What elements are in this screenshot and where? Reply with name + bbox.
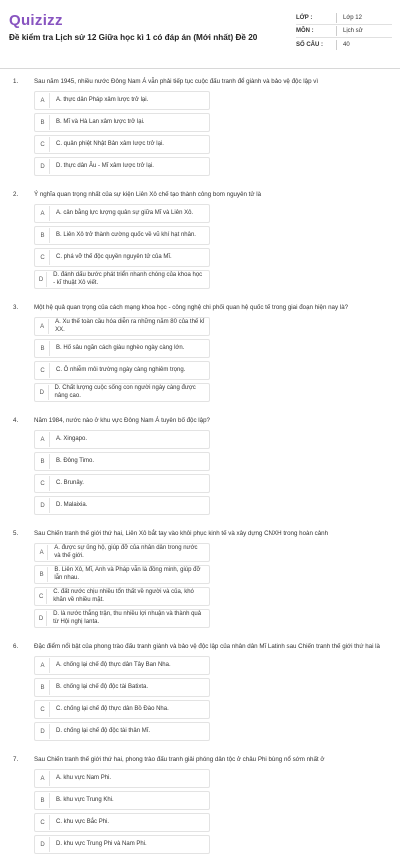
option-letter: B	[36, 228, 50, 243]
option-letter: B	[36, 454, 50, 469]
answer-option-d[interactable]	[34, 722, 210, 741]
option-letter: A	[36, 319, 49, 334]
option-letter: C	[36, 363, 50, 378]
option-letter: D	[36, 611, 47, 626]
option-text: C. Ô nhiễm môi trường ngày càng nghiêm trọng.	[56, 366, 186, 373]
answer-option-a[interactable]	[34, 91, 210, 110]
answer-option-d[interactable]	[34, 157, 210, 176]
option-letter: A	[36, 93, 50, 108]
answer-option-c[interactable]	[34, 248, 210, 267]
answer-option-d[interactable]	[34, 609, 210, 628]
option-text: D. đánh dấu bước phát triển nhanh chóng của khoa học - kĩ thuật Xô viết.	[53, 272, 203, 286]
option-letter: D	[36, 837, 50, 852]
question-7	[0, 756, 400, 857]
question-text: Ý nghĩa quan trọng nhất của sự kiện Liên Xô chế tạo thành công bom nguyên tử là	[34, 191, 262, 198]
meta-separator	[336, 26, 337, 36]
question-list	[0, 78, 400, 857]
option-text: A. cân bằng lực lượng quân sự giữa Mĩ và Liên Xô.	[56, 209, 194, 216]
option-letter: B	[36, 567, 48, 582]
option-text: D. khu vực Trung Phi và Nam Phi.	[56, 840, 147, 847]
option-letter: D	[36, 385, 49, 400]
question-number: 4.	[13, 417, 19, 424]
answer-option-a[interactable]	[34, 769, 210, 788]
answer-option-a[interactable]	[34, 430, 210, 449]
option-letter: B	[36, 115, 50, 130]
worksheet-title: Đề kiểm tra Lịch sử 12 Giữa học kì 1 có đáp án (Mới nhất) Đề 20	[9, 33, 258, 42]
option-text: C. Brunây.	[56, 479, 84, 486]
question-text: Đặc điểm nổi bật của phong trào đấu tranh giành và bảo vệ độc lập của nhân dân Mĩ Latinh sau Chiến tranh thế giới thứ hai là	[34, 643, 380, 650]
meta-row-subject	[296, 25, 392, 38]
option-text: B. Liên Xô trở thành cường quốc về vũ khí hạt nhân.	[56, 231, 196, 238]
option-letter: A	[36, 206, 50, 221]
question-number: 5.	[13, 530, 19, 537]
question-4	[0, 417, 400, 518]
answer-options	[34, 204, 388, 292]
answer-option-c[interactable]	[34, 587, 210, 606]
answer-options	[34, 543, 388, 631]
option-letter: C	[36, 476, 50, 491]
option-text: B. Mĩ và Hà Lan xâm lược trở lại.	[56, 118, 145, 125]
meta-row-class	[296, 12, 392, 25]
option-letter: C	[36, 137, 50, 152]
answer-options	[34, 430, 388, 518]
question-number: 7.	[13, 756, 19, 763]
header-divider	[0, 68, 400, 69]
option-text: A. Xingapo.	[56, 435, 88, 442]
question-text: Sau Chiến tranh thế giới thứ hai, Liên Xô bắt tay vào khôi phục kinh tế và xây dựng CNXH trong hoàn cảnh	[34, 530, 329, 537]
answer-option-c[interactable]	[34, 474, 210, 493]
answer-options	[34, 91, 388, 179]
answer-options	[34, 317, 388, 405]
worksheet-header	[0, 0, 400, 68]
option-text: A. chống lại chế độ thực dân Tây Ban Nha.	[56, 661, 171, 668]
option-text: D. thực dân Âu - Mĩ xâm lược trở lại.	[56, 162, 154, 169]
option-text: D. chống lại chế độ độc tài thân Mĩ.	[56, 727, 151, 734]
meta-value: Lịch sử	[343, 28, 363, 34]
question-text: Một hệ quả quan trọng của cách mạng khoa học - công nghệ chi phối quan hệ quốc tế trong giai đoạn hiện nay là?	[34, 304, 349, 311]
option-letter: C	[36, 589, 47, 604]
question-number: 1.	[13, 78, 19, 85]
option-text: C. khu vực Bắc Phi.	[56, 818, 110, 825]
answer-option-d[interactable]	[34, 835, 210, 854]
option-letter: A	[36, 545, 48, 560]
answer-option-c[interactable]	[34, 813, 210, 832]
option-letter: D	[36, 498, 50, 513]
question-text: Sau năm 1945, nhiều nước Đông Nam Á vẫn phải tiếp tục cuộc đấu tranh để giành và bảo vệ độc lập vì	[34, 78, 319, 85]
option-letter: B	[36, 793, 50, 808]
option-letter: C	[36, 702, 50, 717]
question-number: 2.	[13, 191, 19, 198]
option-letter: A	[36, 432, 50, 447]
option-text: B. Liên Xô, Mĩ, Anh và Pháp vẫn là đồng minh, giúp đỡ lẫn nhau.	[54, 567, 201, 581]
option-text: C. đất nước chịu nhiều tổn thất về người và của, khó khăn về nhiều mặt.	[53, 589, 194, 603]
option-letter: D	[36, 159, 50, 174]
answer-option-b[interactable]	[34, 339, 210, 358]
answer-option-b[interactable]	[34, 791, 210, 810]
answer-option-b[interactable]	[34, 678, 210, 697]
option-letter: B	[36, 680, 50, 695]
option-text: A. thực dân Pháp xâm lược trở lại.	[56, 96, 149, 103]
option-text: A. Xu thế toàn cầu hóa diễn ra những năm 80 của thế kỉ XX.	[55, 319, 205, 333]
option-letter: A	[36, 771, 50, 786]
option-text: C. phá vỡ thế độc quyền nguyên tử của Mĩ.	[56, 253, 172, 260]
quizizz-logo: Quizizz	[9, 12, 63, 29]
meta-value: 40	[343, 41, 350, 48]
answer-option-a[interactable]	[34, 317, 210, 336]
option-letter: C	[36, 815, 50, 830]
question-text: Năm 1984, nước nào ở khu vực Đông Nam Á tuyên bố độc lập?	[34, 417, 210, 424]
question-number: 6.	[13, 643, 19, 650]
option-text: D. Malaixia.	[56, 501, 88, 508]
answer-option-a[interactable]	[34, 543, 210, 562]
answer-option-b[interactable]	[34, 113, 210, 132]
option-letter: D	[36, 724, 50, 739]
question-5	[0, 530, 400, 631]
option-text: B. chống lại chế độ độc tài Batixta.	[56, 683, 149, 690]
option-text: C. quân phiệt Nhật Bản xâm lược trở lại.	[56, 140, 164, 147]
option-letter: A	[36, 658, 50, 673]
answer-option-b[interactable]	[34, 565, 210, 584]
meta-label: MÔN :	[296, 28, 314, 34]
answer-options	[34, 656, 388, 744]
meta-separator	[336, 40, 337, 50]
question-3	[0, 304, 400, 405]
option-text: B. Hố sâu ngăn cách giàu nghèo ngày càng lớn.	[56, 344, 185, 351]
answer-option-a[interactable]	[34, 656, 210, 675]
question-text: Sau Chiến tranh thế giới thứ hai, phong trào đấu tranh giải phóng dân tộc ở châu Phi bùng nổ sớm nhất ở	[34, 756, 325, 763]
option-text: C. chống lại chế độ thực dân Bồ Đào Nha.	[56, 705, 169, 712]
option-text: A. được sự ủng hộ, giúp đỡ của nhân dân trong nước và thế giới.	[54, 545, 198, 559]
option-text: B. khu vực Trung Khi.	[56, 796, 114, 803]
answer-option-b[interactable]	[34, 452, 210, 471]
meta-row-count	[296, 38, 392, 51]
meta-table	[296, 12, 392, 51]
option-text: A. khu vực Nam Phi.	[56, 774, 112, 781]
meta-separator	[336, 13, 337, 23]
answer-option-a[interactable]	[34, 204, 210, 223]
question-2	[0, 191, 400, 292]
question-number: 3.	[13, 304, 19, 311]
option-letter: D	[36, 272, 47, 287]
answer-option-c[interactable]	[34, 135, 210, 154]
option-letter: B	[36, 341, 50, 356]
meta-value: Lớp 12	[343, 15, 362, 21]
meta-label: LỚP :	[296, 15, 313, 21]
option-letter: C	[36, 250, 50, 265]
answer-option-d[interactable]	[34, 496, 210, 515]
option-text: D. là nước thắng trận, thu nhiều lợi nhuận và thành quả từ Hội nghị Ianta.	[53, 611, 202, 625]
answer-options	[34, 769, 388, 857]
question-6	[0, 643, 400, 744]
option-text: B. Đông Timo.	[56, 457, 95, 464]
meta-label: SỐ CÂU :	[296, 41, 323, 48]
answer-option-b[interactable]	[34, 226, 210, 245]
answer-option-c[interactable]	[34, 700, 210, 719]
answer-option-d[interactable]	[34, 270, 210, 289]
option-text: D. Chất lượng cuộc sống con người ngày càng được nâng cao.	[54, 385, 196, 399]
question-1	[0, 78, 400, 179]
answer-option-d[interactable]	[34, 383, 210, 402]
answer-option-c[interactable]	[34, 361, 210, 380]
